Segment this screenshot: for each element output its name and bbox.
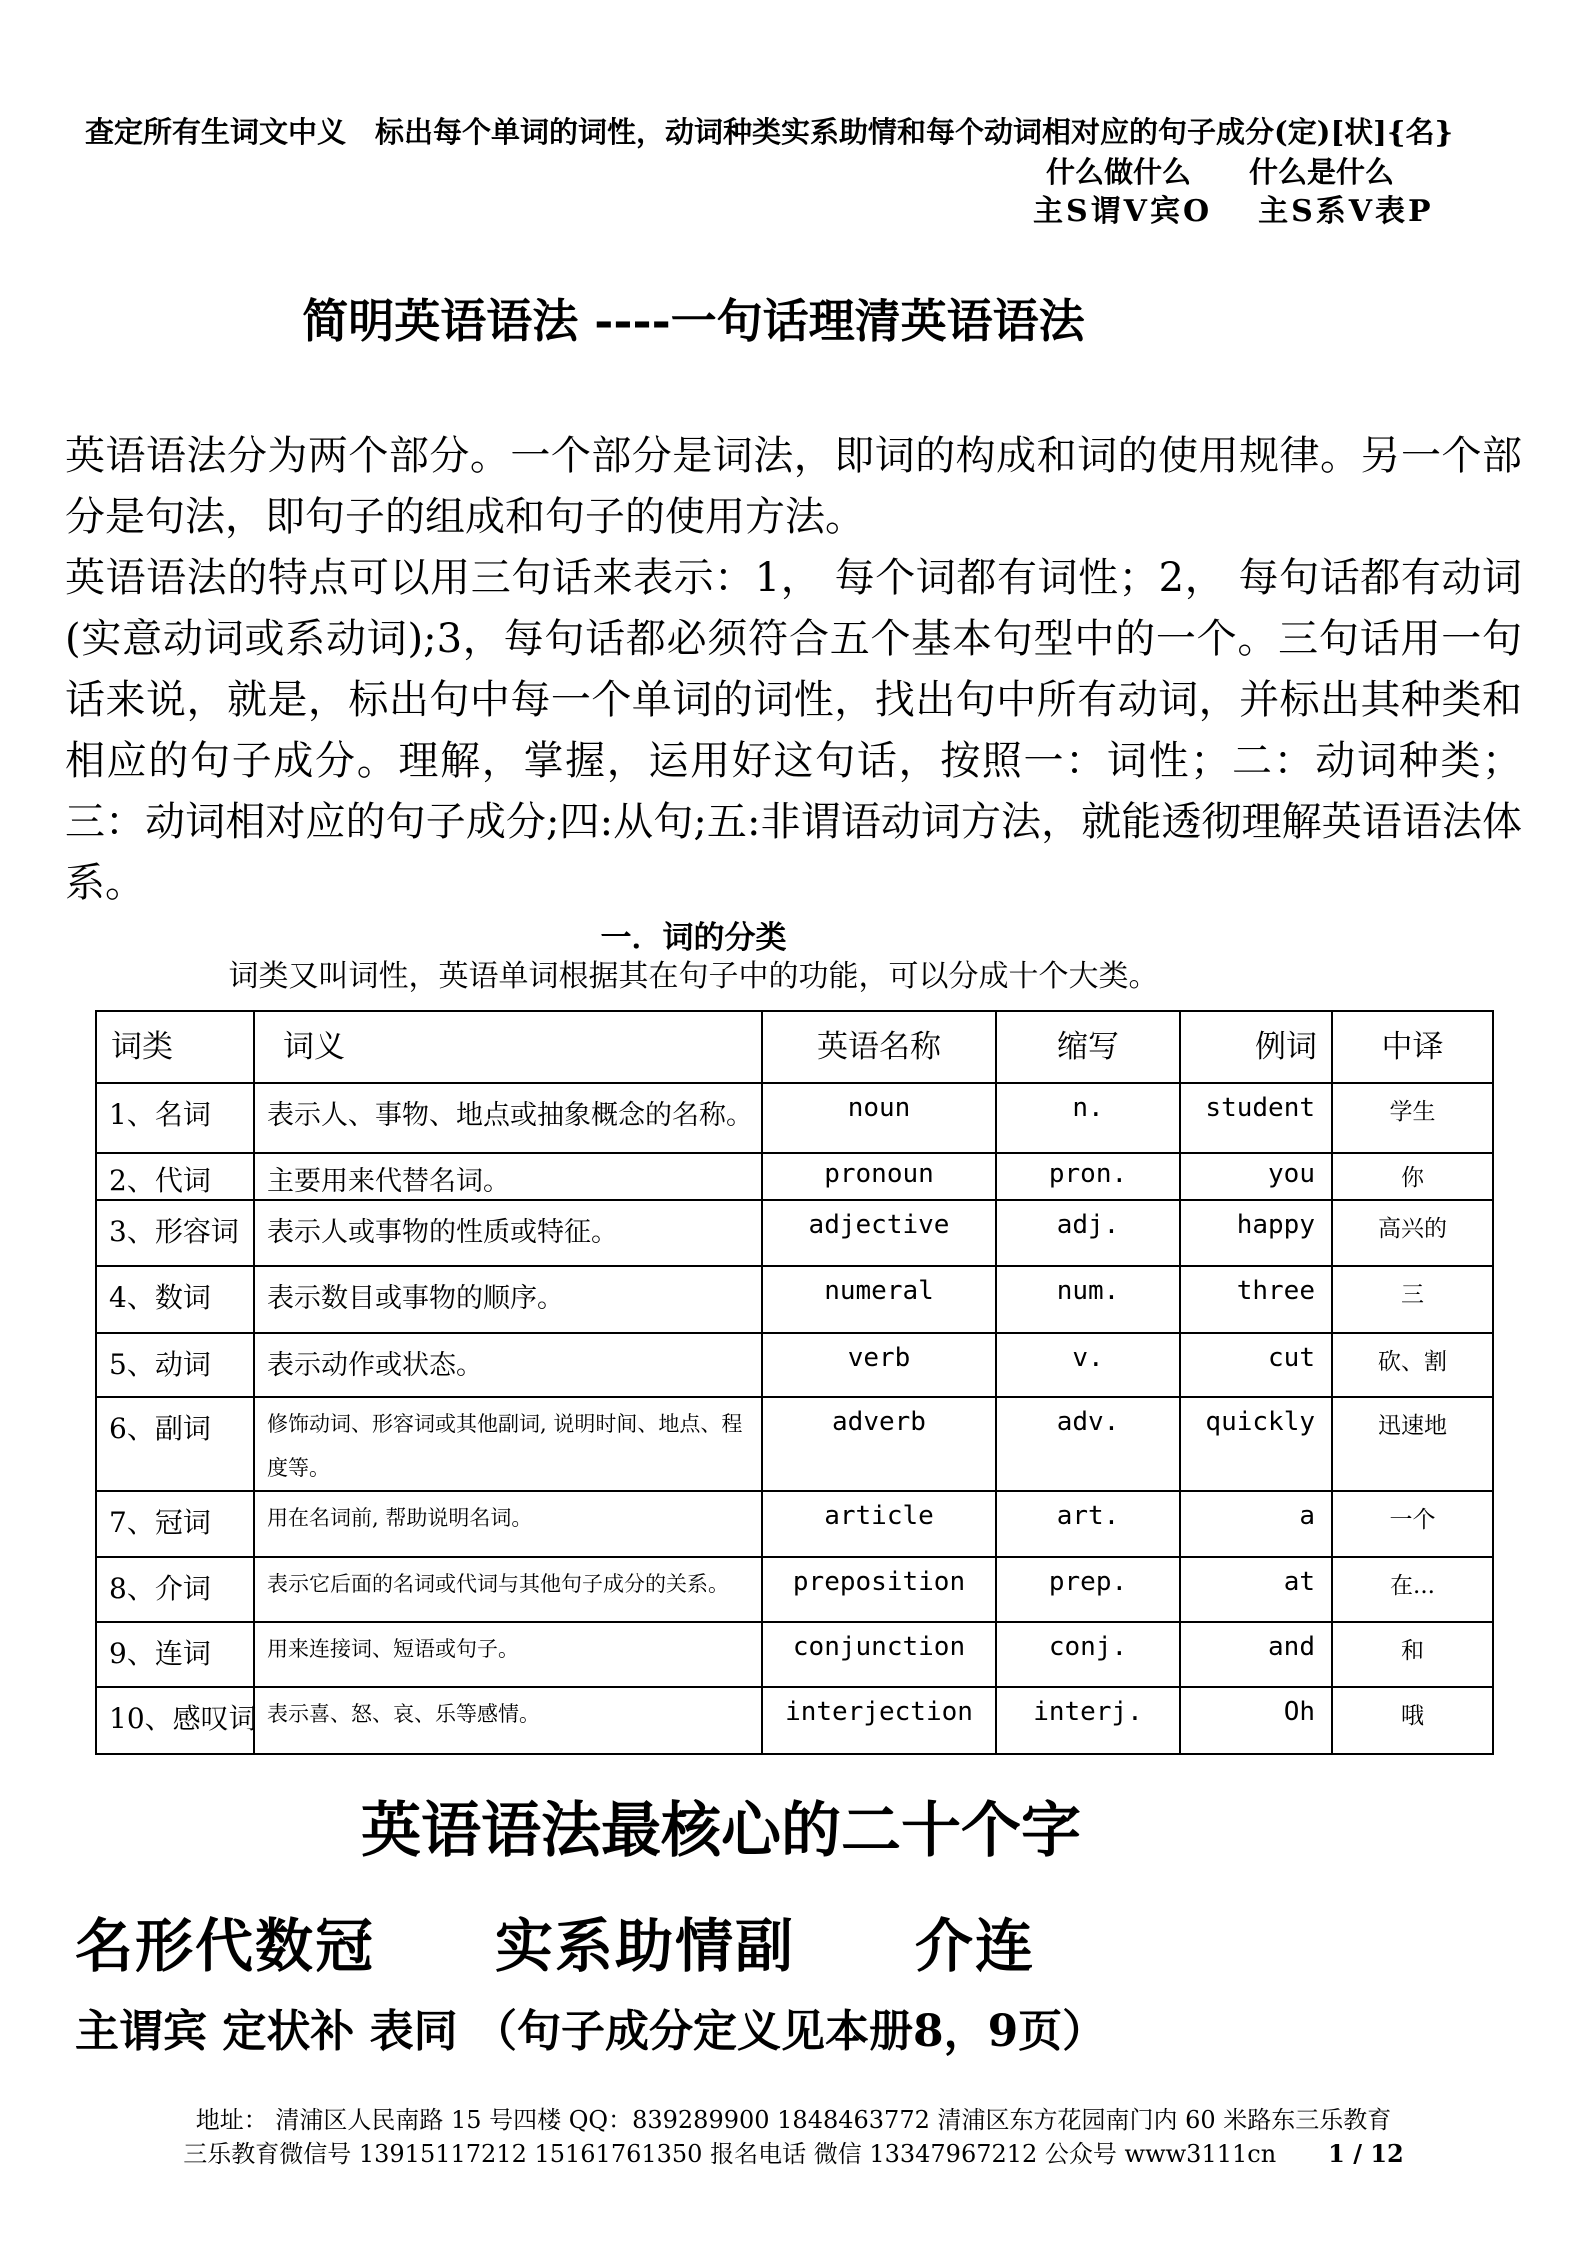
meaning-cell: 用来连接词、短语或句子。 <box>254 1622 762 1687</box>
word-class-cell: 3、形容词 <box>96 1200 254 1266</box>
english-cell: interjection <box>762 1687 996 1754</box>
chinese-cell: 三 <box>1332 1266 1493 1333</box>
english-cell: conjunction <box>762 1622 996 1687</box>
parts-of-speech-table <box>95 1010 1494 1755</box>
intro-paragraph-2: 英语语法的特点可以用三句话来表示：1， 每个词都有词性；2， 每句话都有动词(实意动词或系动词);3，每句话都必须符合五个基本句型中的一个。三句话用一句话来说，就是，标出句中每一个单词的词性，找出句中所有动词，并标出其种类和相应的句子成分。理解，掌握，运用好这句话，按照一：词性；二：动词种类；三：动词相对应的句子成分;四:从句;五:非谓语动词方法，就能透彻理解英语语法体系。 <box>65 555 1522 906</box>
core-word-classes-line: 名形代数冠 实系助情副 介连 <box>75 1912 1036 1980</box>
example-cell: student <box>1180 1083 1332 1153</box>
chinese-cell: 在... <box>1332 1557 1493 1622</box>
abbr-cell: adj. <box>996 1200 1180 1266</box>
example-cell: at <box>1180 1557 1332 1622</box>
english-cell: pronoun <box>762 1153 996 1200</box>
chinese-cell: 迅速地 <box>1332 1397 1493 1491</box>
word-class-cell: 5、动词 <box>96 1333 254 1397</box>
word-class-cell: 6、副词 <box>96 1397 254 1491</box>
example-cell: cut <box>1180 1333 1332 1397</box>
abbr-cell: interj. <box>996 1687 1180 1754</box>
header-example: 例词 <box>1180 1011 1332 1083</box>
page-footer <box>65 2103 1522 2171</box>
meaning-cell: 表示喜、怒、哀、乐等感情。 <box>254 1687 762 1754</box>
meaning-cell: 表示人、事物、地点或抽象概念的名称。 <box>254 1083 762 1153</box>
english-cell: adjective <box>762 1200 996 1266</box>
header-abbr: 缩写 <box>996 1011 1180 1083</box>
sentence-elements-line: 主谓宾 定状补 表同 （句子成分定义见本册8，9页） <box>75 2006 1107 2057</box>
word-class-cell: 9、连词 <box>96 1622 254 1687</box>
header-word-class: 词类 <box>96 1011 254 1083</box>
chinese-cell: 砍、割 <box>1332 1333 1493 1397</box>
table-row <box>96 1200 1493 1266</box>
english-cell: adverb <box>762 1397 996 1491</box>
abbr-cell: prep. <box>996 1557 1180 1622</box>
table-row <box>96 1266 1493 1333</box>
english-cell: numeral <box>762 1266 996 1333</box>
table-row <box>96 1491 1493 1557</box>
footer-contact-line <box>65 2137 1522 2171</box>
word-class-cell: 2、代词 <box>96 1153 254 1200</box>
word-class-cell: 4、数词 <box>96 1266 254 1333</box>
annotation-svo: 主S谓V宾O <box>1033 194 1213 229</box>
intro-text <box>65 426 1522 916</box>
section-heading: 一．词的分类 <box>600 920 787 956</box>
page-number: 1 / 12 <box>1328 2139 1404 2168</box>
meaning-cell: 表示人或事物的性质或特征。 <box>254 1200 762 1266</box>
header-meaning: 词义 <box>254 1011 762 1083</box>
word-class-cell: 10、感叹词 <box>96 1687 254 1754</box>
header-chinese: 中译 <box>1332 1011 1493 1083</box>
annotation-what-is: 什么是什么 <box>1249 155 1395 189</box>
annotation-svp: 主S系V表P <box>1258 194 1434 229</box>
example-cell: a <box>1180 1491 1332 1557</box>
annotation-line-3 <box>1033 192 1522 232</box>
table-row <box>96 1153 1493 1200</box>
abbr-cell: num. <box>996 1266 1180 1333</box>
chinese-cell: 你 <box>1332 1153 1493 1200</box>
word-class-cell: 7、冠词 <box>96 1491 254 1557</box>
chinese-cell: 学生 <box>1332 1083 1493 1153</box>
abbr-cell: pron. <box>996 1153 1180 1200</box>
abbr-cell: adv. <box>996 1397 1180 1491</box>
word-class-cell: 1、名词 <box>96 1083 254 1153</box>
table-header-row <box>96 1011 1493 1083</box>
page-title: 简明英语语法 ----一句话理清英语语法 <box>302 294 1085 348</box>
table-row <box>96 1397 1493 1491</box>
abbr-cell: conj. <box>996 1622 1180 1687</box>
english-cell: verb <box>762 1333 996 1397</box>
abbr-cell: v. <box>996 1333 1180 1397</box>
english-cell: preposition <box>762 1557 996 1622</box>
meaning-cell: 表示它后面的名词或代词与其他句子成分的关系。 <box>254 1557 762 1622</box>
example-cell: happy <box>1180 1200 1332 1266</box>
meaning-cell: 修饰动词、形容词或其他副词, 说明时间、地点、程度等。 <box>254 1397 762 1491</box>
example-cell: Oh <box>1180 1687 1332 1754</box>
section-subheading: 词类又叫词性，英语单词根据其在句子中的功能，可以分成十个大类。 <box>228 959 1159 994</box>
abbr-cell: n. <box>996 1083 1180 1153</box>
example-cell: three <box>1180 1266 1332 1333</box>
example-cell: you <box>1180 1153 1332 1200</box>
meaning-cell: 表示数目或事物的顺序。 <box>254 1266 762 1333</box>
header-english: 英语名称 <box>762 1011 996 1083</box>
footer-contact: 三乐教育微信号 13915117212 15161761350 报名电话 微信 13347967212 公众号 www3111cn <box>183 2140 1277 2168</box>
meaning-cell: 主要用来代替名词。 <box>254 1153 762 1200</box>
example-cell: quickly <box>1180 1397 1332 1491</box>
abbr-cell: art. <box>996 1491 1180 1557</box>
annotation-block <box>65 112 1522 232</box>
table-row <box>96 1083 1493 1153</box>
table-row <box>96 1687 1493 1754</box>
table-row <box>96 1622 1493 1687</box>
table-row <box>96 1333 1493 1397</box>
chinese-cell: 哦 <box>1332 1687 1493 1754</box>
core-heading: 英语语法最核心的二十个字 <box>361 1796 1081 1866</box>
meaning-cell: 用在名词前, 帮助说明名词。 <box>254 1491 762 1557</box>
intro-paragraph-1: 英语语法分为两个部分。一个部分是词法，即词的构成和词的使用规律。另一个部分是句法，即句子的组成和句子的使用方法。 <box>65 433 1522 540</box>
annotation-what-does: 什么做什么 <box>1046 155 1192 189</box>
chinese-cell: 高兴的 <box>1332 1200 1493 1266</box>
annotation-line-1: 查定所有生词文中义 标出每个单词的词性，动词种类实系助情和每个动词相对应的句子成分(定)[状]{名} <box>85 115 1454 149</box>
english-cell: article <box>762 1491 996 1557</box>
footer-address: 地址： 清浦区人民南路 15 号四楼 QQ：839289900 1848463772 清浦区东方花园南门内 60 米路东三乐教育 <box>195 2106 1392 2134</box>
chinese-cell: 一个 <box>1332 1491 1493 1557</box>
english-cell: noun <box>762 1083 996 1153</box>
table-row <box>96 1557 1493 1622</box>
word-class-cell: 8、介词 <box>96 1557 254 1622</box>
chinese-cell: 和 <box>1332 1622 1493 1687</box>
annotation-line-2 <box>1046 152 1522 192</box>
example-cell: and <box>1180 1622 1332 1687</box>
meaning-cell: 表示动作或状态。 <box>254 1333 762 1397</box>
